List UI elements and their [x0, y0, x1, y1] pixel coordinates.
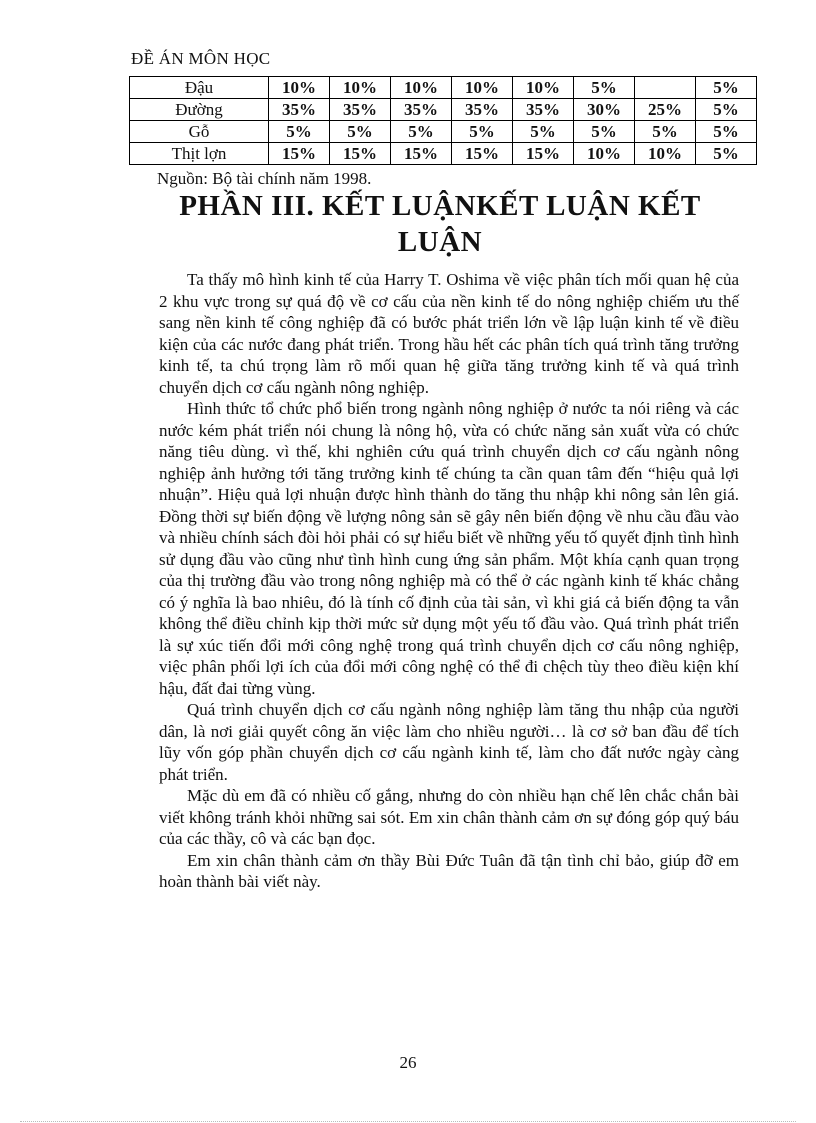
paragraph: Ta thấy mô hình kinh tế của Harry T. Oshima về việc phân tích mối quan hệ của 2 khu vực trong sự quá độ về cơ cấu của nền kinh tế do nông nghiệp chiếm ưu thế sang nền kinh tế công nghiệp đã có bước phát triển lớn về lập luận kinh tế về điều kiện của các nước đang phát triển. Trong hầu hết các phân tích quá trình tăng trưởng kinh tế, ta chú trọng làm rõ mối quan hệ giữa tăng trưởng kinh tế và quá trình chuyển dịch cơ cấu ngành nông nghiệp. — [159, 270, 739, 397]
table-row — [130, 143, 757, 165]
paragraph: Em xin chân thành cảm ơn thầy Bùi Đức Tuân đã tận tình chỉ bảo, giúp đỡ em hoàn thành bài viết này. — [159, 850, 739, 891]
table-cell: 10% — [574, 143, 635, 165]
table-cell: 5% — [452, 121, 513, 143]
table-source-note: Nguồn: Bộ tài chính năm 1998. — [157, 169, 372, 188]
table-cell: 35% — [330, 99, 391, 121]
paragraph: Mặc dù em đã có nhiều cố gắng, nhưng do còn nhiều hạn chế lên chắc chắn bài viết không tránh khỏi những sai sót. Em xin chân thành cảm ơn sự đóng góp quý báu của các thầy, cô và các bạn đọc. — [159, 786, 739, 848]
table-cell: 10% — [635, 143, 696, 165]
table-cell: 10% — [391, 77, 452, 99]
table-row-label: Đậu — [130, 77, 269, 99]
table-cell: 10% — [513, 77, 574, 99]
table-cell: 5% — [269, 121, 330, 143]
table-cell: 10% — [269, 77, 330, 99]
table-cell: 15% — [269, 143, 330, 165]
table-cell: 15% — [513, 143, 574, 165]
tariff-table — [129, 76, 757, 165]
table-cell: 35% — [513, 99, 574, 121]
footer-divider — [20, 1121, 796, 1122]
table-cell: 10% — [452, 77, 513, 99]
table-cell: 5% — [635, 121, 696, 143]
table-cell: 35% — [391, 99, 452, 121]
table-cell: 15% — [391, 143, 452, 165]
table-cell: 35% — [269, 99, 330, 121]
document-header: ĐỀ ÁN MÔN HỌC — [131, 49, 271, 68]
table-cell: 5% — [391, 121, 452, 143]
table-cell: 5% — [696, 77, 757, 99]
section-title: PHẦN III. KẾT LUẬNKẾT LUẬN KẾT LUẬN — [179, 190, 701, 258]
table-cell: 5% — [574, 121, 635, 143]
table-cell: 15% — [330, 143, 391, 165]
table-row-label: Đường — [130, 99, 269, 121]
table-cell: 30% — [574, 99, 635, 121]
table-cell: 5% — [513, 121, 574, 143]
table-cell: 5% — [696, 99, 757, 121]
table-cell: 25% — [635, 99, 696, 121]
table-cell: 5% — [696, 121, 757, 143]
paragraph: Quá trình chuyển dịch cơ cấu ngành nông nghiệp làm tăng thu nhập của người dân, là nơi giải quyết công ăn việc làm cho nhiều người… là cơ sở ban đầu để tích lũy vốn góp phần chuyển dịch cơ cấu ngành kinh tế, làm cho đất nước ngày càng phát triển. — [159, 700, 739, 784]
table-cell: 35% — [452, 99, 513, 121]
table-cell — [635, 77, 696, 99]
table-row — [130, 77, 757, 99]
table-cell: 5% — [696, 143, 757, 165]
table-row — [130, 99, 757, 121]
paragraph: Hình thức tổ chức phổ biến trong ngành nông nghiệp ở nước ta nói riêng và các nước kém phát triển nói chung là nông hộ, vừa có chức năng sản xuất vừa có chức năng tiêu dùng. vì thế, khi nghiên cứu quá trình chuyển dịch cơ cấu ngành nông nghiệp ảnh hưởng tới tăng trưởng kinh tế chúng ta cần quan tâm đến “hiệu quả lợi nhuận”. Hiệu quả lợi nhuận được hình thành do tăng thu nhập khi nông sản lên giá. Đồng thời sự biến động về lượng nông sản sẽ gây nên biến động về nhu cầu đầu vào và nhiều chính sách đòi hỏi phải có sự hiểu biết về những yếu tố quyết định tình hình sử dụng đầu vào cũng như tình hình cung ứng sản phẩm. Một khía cạnh quan trọng của thị trường đầu vào trong nông nghiệp mà có thể ở các ngành kinh tế khác chẳng có ý nghĩa là bao nhiêu, đó là tính cố định của tài sản, vì khi giá cả biến động ta vẫn không thể điều chỉnh kịp thời mức sử dụng một yếu tố đầu vào. Quá trình phát triển là sự xúc tiến đổi mới công nghệ trong quá trình chuyển dịch cơ cấu nông nghiệp, việc phân phối lợi ích của đổi mới công nghệ có thể đi chệch tùy theo điều kiện khí hậu, đất đai từng vùng. — [159, 399, 739, 698]
table-row-label: Thịt lợn — [130, 143, 269, 165]
table-cell: 10% — [330, 77, 391, 99]
table-cell: 5% — [574, 77, 635, 99]
table-cell: 5% — [330, 121, 391, 143]
table-row — [130, 121, 757, 143]
body-text — [159, 269, 739, 893]
table-cell: 15% — [452, 143, 513, 165]
page-number: 26 — [399, 1053, 417, 1072]
table-row-label: Gỗ — [130, 121, 269, 143]
